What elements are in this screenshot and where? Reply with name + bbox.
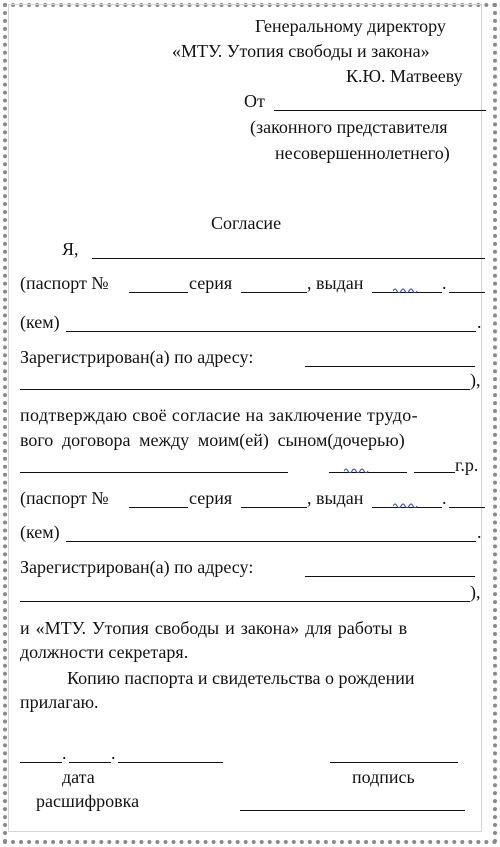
addressee-line-1: Генеральному директору xyxy=(255,16,446,36)
parent-issued-dot: . xyxy=(442,273,447,293)
addressee-line-2: «МТУ. Утопия свободы и закона» xyxy=(172,41,430,61)
child-series-blank[interactable] xyxy=(241,507,307,508)
parent-issued-year-blank[interactable] xyxy=(449,292,485,293)
attachment-line-2: прилагаю. xyxy=(20,692,99,712)
consent-line-2: вого договора между моим(ей) сыном(дочерью) xyxy=(20,430,405,450)
addressee-line-3: К.Ю. Матвееву xyxy=(346,66,463,86)
signature-blank[interactable] xyxy=(330,762,458,763)
child-by-whom-end: . xyxy=(477,522,482,542)
child-issued-year-blank[interactable] xyxy=(449,507,485,508)
child-passport-label: (паспорт № xyxy=(20,488,109,508)
decoding-label: расшифровка xyxy=(36,791,140,811)
child-by-whom-label: (кем) xyxy=(20,522,60,542)
parent-address-blank-1[interactable] xyxy=(305,366,475,367)
parent-by-whom-label: (кем) xyxy=(20,312,60,332)
document-title: Согласие xyxy=(211,213,282,233)
child-issued-dot: . xyxy=(442,488,447,508)
date-month-blank[interactable] xyxy=(69,762,111,763)
birth-year-suffix: г.р. xyxy=(455,455,479,475)
parent-name-blank[interactable] xyxy=(92,258,485,259)
parent-passport-number-blank[interactable] xyxy=(129,292,188,293)
parent-by-whom-blank[interactable] xyxy=(66,331,476,332)
consent-line-1: подтверждаю своё согласие на заключение трудо- xyxy=(20,405,418,425)
parent-passport-label: (паспорт № xyxy=(20,273,109,293)
child-issued-label: , выдан xyxy=(307,488,364,508)
date-day-blank[interactable] xyxy=(20,762,62,763)
spellcheck-squiggle xyxy=(393,287,419,293)
child-name-blank[interactable] xyxy=(20,472,288,473)
child-address-blank-1[interactable] xyxy=(305,576,475,577)
from-label: От xyxy=(244,91,265,111)
child-registered-label: Зарегистрирован(а) по адресу: xyxy=(20,557,254,577)
child-passport-number-blank[interactable] xyxy=(129,507,188,508)
attachment-line-1: Копию паспорта и свидетельства о рождении xyxy=(67,668,415,688)
employer-line-1: и «МТУ. Утопия свободы и закона» для работы в xyxy=(20,618,408,638)
i-label: Я, xyxy=(62,239,79,259)
child-series-label: серия xyxy=(189,488,233,508)
child-by-whom-blank[interactable] xyxy=(66,541,476,542)
parent-by-whom-end: . xyxy=(477,312,482,332)
parent-address-end: ), xyxy=(470,370,481,390)
spellcheck-squiggle xyxy=(344,467,370,473)
parent-series-label: серия xyxy=(189,273,233,293)
from-blank[interactable] xyxy=(274,110,486,111)
employer-line-2: должности секретаря. xyxy=(20,642,189,662)
child-address-blank-2[interactable] xyxy=(20,601,470,602)
spellcheck-squiggle xyxy=(393,502,419,508)
date-dot-2: . xyxy=(111,743,116,763)
child-address-end: ), xyxy=(470,582,481,602)
parent-series-blank[interactable] xyxy=(241,292,307,293)
decoding-blank[interactable] xyxy=(240,810,465,811)
parent-registered-label: Зарегистрирован(а) по адресу: xyxy=(20,347,254,367)
child-birth-year-blank[interactable] xyxy=(414,472,455,473)
signature-label: подпись xyxy=(352,767,415,787)
parent-issued-label: , выдан xyxy=(307,273,364,293)
date-dot-1: . xyxy=(62,743,67,763)
representative-line-2: несовершеннолетнего) xyxy=(275,143,450,163)
date-label: дата xyxy=(62,767,95,787)
parent-address-blank-2[interactable] xyxy=(20,389,470,390)
representative-line-1: (законного представителя xyxy=(250,117,448,137)
date-year-blank[interactable] xyxy=(118,762,223,763)
